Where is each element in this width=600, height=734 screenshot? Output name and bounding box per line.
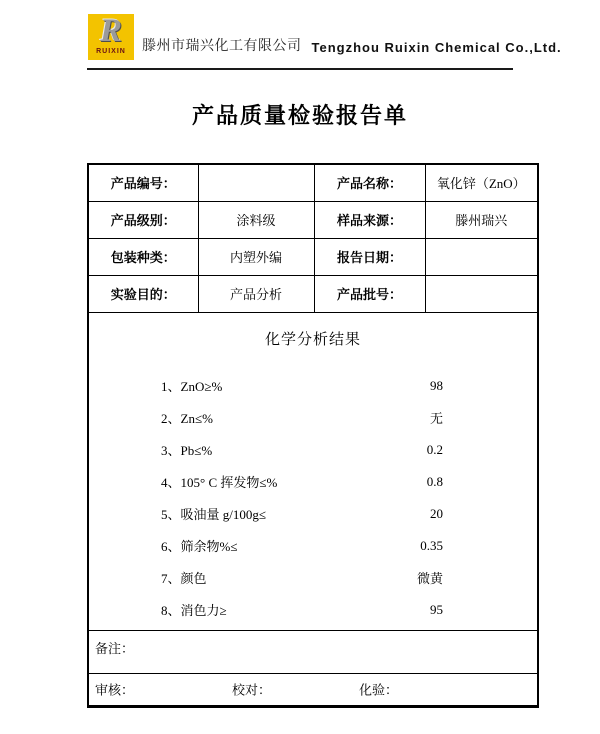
company-name-cn: 滕州市瑞兴化工有限公司 — [142, 39, 302, 54]
analysis-item-value: 98 — [430, 377, 443, 393]
analysis-item-value: 95 — [430, 601, 443, 617]
table-row-product-code-name — [88, 164, 538, 201]
table-row-grade-source — [88, 201, 538, 238]
field-label-report-date: 报告日期： — [314, 238, 425, 275]
field-value-packaging-type: 内塑外编 — [198, 238, 314, 275]
field-value-product-grade: 涂料级 — [198, 201, 314, 238]
analysis-item-zn — [89, 402, 537, 434]
remarks-cell — [88, 630, 538, 673]
signature-label-proofread: 校对： — [232, 682, 272, 698]
field-label-batch-number: 产品批号： — [314, 275, 425, 312]
table-row-analysis — [88, 312, 538, 630]
table-row-packaging-date — [88, 238, 538, 275]
field-value-product-code — [198, 164, 314, 201]
field-label-product-name: 产品名称： — [314, 164, 425, 201]
table-row-purpose-batch — [88, 275, 538, 312]
analysis-item-value: 0.8 — [426, 473, 443, 489]
analysis-item-label: 3、Pb≤% — [161, 443, 213, 458]
field-label-packaging-type: 包装种类： — [88, 238, 198, 275]
analysis-item-label: 8、消色力≥ — [161, 603, 227, 618]
field-value-experiment-purpose: 产品分析 — [198, 275, 314, 312]
analysis-item-value: 20 — [430, 505, 443, 521]
analysis-item-zno — [89, 370, 537, 402]
signature-label-review: 审核： — [95, 682, 135, 698]
analysis-item-color — [89, 562, 537, 594]
analysis-item-value: 0.2 — [426, 441, 443, 457]
company-name-en: Tengzhou Ruixin Chemical Co.,Ltd. — [311, 40, 562, 55]
analysis-item-value: 0.35 — [420, 537, 443, 553]
analysis-items — [89, 370, 537, 626]
table-row-signatures — [88, 673, 538, 706]
analysis-item-volatiles — [89, 466, 537, 498]
logo-r-glyph: R — [99, 13, 122, 49]
report-title: 产品质量检验报告单 — [191, 103, 408, 128]
analysis-section-title: 化学分析结果 — [264, 331, 361, 348]
report-table — [87, 163, 539, 708]
analysis-section — [88, 312, 538, 630]
field-value-sample-source: 滕州瑞兴 — [425, 201, 538, 238]
analysis-item-value: 无 — [429, 411, 443, 426]
field-value-report-date — [425, 238, 538, 275]
analysis-item-value: 微黄 — [416, 571, 443, 586]
analysis-item-pb — [89, 434, 537, 466]
field-label-experiment-purpose: 实验目的： — [88, 275, 198, 312]
analysis-item-tinting-strength — [89, 594, 537, 626]
analysis-item-label: 2、Zn≤% — [161, 411, 213, 426]
remarks-label: 备注： — [95, 640, 135, 656]
signature-label-test: 化验： — [359, 682, 399, 698]
table-row-remarks — [88, 630, 538, 673]
analysis-item-label: 6、筛余物%≤ — [161, 539, 238, 554]
field-value-batch-number — [425, 275, 538, 312]
header-divider — [87, 68, 513, 70]
logo-brand-text: RUIXIN — [96, 48, 126, 55]
field-label-product-grade: 产品级别： — [88, 201, 198, 238]
analysis-item-sieve-residue — [89, 530, 537, 562]
analysis-item-label: 7、颜色 — [161, 571, 207, 586]
company-logo — [88, 14, 134, 60]
analysis-item-label: 5、吸油量 g/100g≤ — [161, 507, 266, 522]
field-label-product-code: 产品编号： — [88, 164, 198, 201]
analysis-item-oil-absorption — [89, 498, 537, 530]
company-header — [88, 14, 562, 60]
field-label-sample-source: 样品来源： — [314, 201, 425, 238]
analysis-item-label: 4、105° C 挥发物≤% — [161, 475, 278, 490]
analysis-item-label: 1、ZnO≥% — [161, 379, 223, 394]
field-value-product-name: 氧化锌（ZnO） — [425, 164, 538, 201]
signatures-cell — [88, 673, 538, 706]
